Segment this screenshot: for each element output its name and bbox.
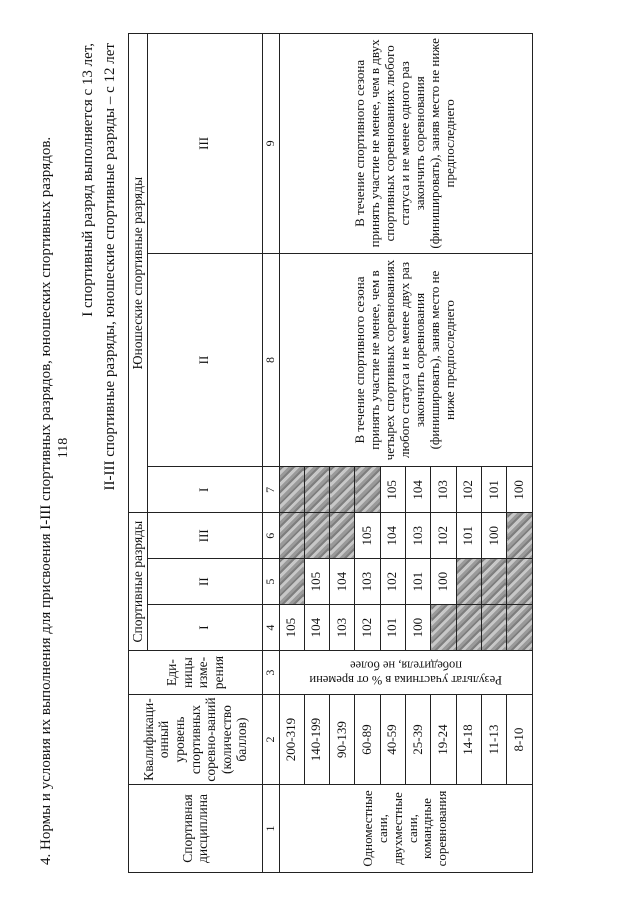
shaded-cell xyxy=(330,466,355,512)
shaded-cell xyxy=(456,558,481,604)
shaded-cell xyxy=(431,604,456,650)
col-number: 9 xyxy=(262,33,279,253)
header-youth-III: III xyxy=(147,33,262,253)
header-sport-ranks: Спортивные разряды xyxy=(129,512,148,650)
units-cell xyxy=(279,650,532,694)
level-cell: 140-199 xyxy=(304,694,329,784)
level-cell: 8-10 xyxy=(507,694,532,784)
header-youth-II: II xyxy=(147,253,262,467)
rotated-page-content xyxy=(30,23,610,883)
level-cell: 11-13 xyxy=(481,694,506,784)
youth-I-cell: 105 xyxy=(380,466,405,512)
col-number: 7 xyxy=(262,466,279,512)
level-cell: 90-139 xyxy=(330,694,355,784)
discipline-cell: Одноместные сани, двухместные сани, командные соревнования xyxy=(279,784,532,872)
header-discipline: Спортивная дисциплина xyxy=(129,784,263,872)
rank-II-cell: 104 xyxy=(330,558,355,604)
page-number: 118 xyxy=(56,437,71,459)
shaded-cell xyxy=(456,604,481,650)
header-rank-II: II xyxy=(147,558,262,604)
units-text: Результат участника в % от времени победителя, не более xyxy=(309,658,502,687)
section-heading: 4. Нормы и условия их выполнения для присвоения I-III спортивных разрядов, юношеских спортивных разрядов. xyxy=(38,136,54,865)
level-cell: 200-319 xyxy=(279,694,304,784)
age-note-2: II-III спортивные разряды, юношеские спортивные разряды – с 12 лет xyxy=(102,42,118,490)
youth-I-cell: 103 xyxy=(431,466,456,512)
shaded-cell xyxy=(355,466,380,512)
col-number: 8 xyxy=(262,253,279,467)
shaded-cell xyxy=(304,466,329,512)
rank-I-cell: 100 xyxy=(406,604,431,650)
col-number: 5 xyxy=(262,558,279,604)
shaded-cell xyxy=(279,558,304,604)
rank-I-cell: 103 xyxy=(330,604,355,650)
shaded-cell xyxy=(304,512,329,558)
col-number: 6 xyxy=(262,512,279,558)
col-number: 3 xyxy=(262,650,279,694)
shaded-cell xyxy=(507,604,532,650)
youth-I-cell: 102 xyxy=(456,466,481,512)
rank-II-cell: 100 xyxy=(431,558,456,604)
header-youth-I: I xyxy=(147,466,262,512)
rank-III-cell: 103 xyxy=(406,512,431,558)
level-cell: 25-39 xyxy=(406,694,431,784)
age-note-1: I спортивный разряд выполняется с 13 лет, xyxy=(80,42,96,317)
rank-III-cell: 100 xyxy=(481,512,506,558)
level-cell: 40-59 xyxy=(380,694,405,784)
shaded-cell xyxy=(481,604,506,650)
rank-I-cell: 101 xyxy=(380,604,405,650)
level-cell: 60-89 xyxy=(355,694,380,784)
header-level: Квалификаци-онный уровень спортивных соревно-ваний (количество баллов) xyxy=(129,694,263,784)
shaded-cell xyxy=(507,512,532,558)
rank-II-cell: 105 xyxy=(304,558,329,604)
shaded-cell xyxy=(279,466,304,512)
youth-I-cell: 100 xyxy=(507,466,532,512)
rank-II-cell: 102 xyxy=(380,558,405,604)
col-number: 1 xyxy=(262,784,279,872)
level-cell: 14-18 xyxy=(456,694,481,784)
header-units: Еди-ницы изме-рения xyxy=(129,650,263,694)
youth-I-cell: 104 xyxy=(406,466,431,512)
table-row xyxy=(279,33,304,872)
col-number: 4 xyxy=(262,604,279,650)
youth-II-condition: В течение спортивного сезона принять участие не менее, чем в четырех спортивных соревнованиях любого статуса и не менее двух раз закончить соревнования (финишировать), заняв место не ниже предпоследнего xyxy=(279,253,532,467)
header-youth-ranks: Юношеские спортивные разряды xyxy=(129,33,148,512)
rank-III-cell: 101 xyxy=(456,512,481,558)
rank-II-cell: 101 xyxy=(406,558,431,604)
rank-III-cell: 102 xyxy=(431,512,456,558)
rank-I-cell: 104 xyxy=(304,604,329,650)
level-cell: 19-24 xyxy=(431,694,456,784)
rank-III-cell: 105 xyxy=(355,512,380,558)
rank-I-cell: 105 xyxy=(279,604,304,650)
rank-I-cell: 102 xyxy=(355,604,380,650)
youth-I-cell: 101 xyxy=(481,466,506,512)
shaded-cell xyxy=(507,558,532,604)
youth-III-condition: В течение спортивного сезона принять участие не менее, чем в двух спортивных соревнованиях любого статуса и не менее одного раз закончить соревнования (финишировать), заняв место не ниже предпоследнего xyxy=(279,33,532,253)
col-number: 2 xyxy=(262,694,279,784)
header-rank-III: III xyxy=(147,512,262,558)
shaded-cell xyxy=(481,558,506,604)
shaded-cell xyxy=(330,512,355,558)
header-rank-I: I xyxy=(147,604,262,650)
rank-II-cell: 103 xyxy=(355,558,380,604)
shaded-cell xyxy=(279,512,304,558)
norms-table xyxy=(128,33,533,873)
rank-III-cell: 104 xyxy=(380,512,405,558)
